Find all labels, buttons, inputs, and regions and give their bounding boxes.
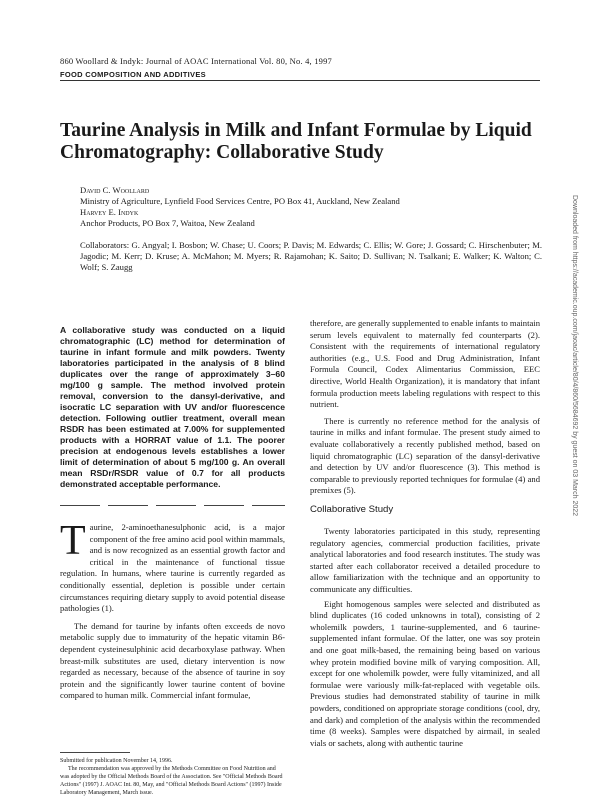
footnote-text: The recommendation was approved by the Methods Committee on Food Nutrition and was adopted by the Official Methods Board of the Association. See "Official Methods Board Actions" (1997) J. AOAC Int. 80, May, and "Official Methods Board Actions" (1997) Inside Laboratory Management, March issue.: [60, 766, 283, 796]
section-label: FOOD COMPOSITION AND ADDITIVES: [60, 70, 206, 79]
body-paragraph-1: therefore, are generally supplemented to enable infants to maintain serum levels equivalent to maternally fed counterparts (2). Consistent with the requirements of international regulatory authorities (e.g., U.S. Food and Drug Administration, Infant Formula Council, Codex Alimentarius Commission, EEC directive, World Health Organization), it is mandatory that infant formula production meets labeling regulations with respect to this nutrient.: [310, 318, 540, 410]
right-column-bottom: [310, 526, 540, 749]
intro-column: [60, 518, 285, 702]
running-head: 860 Woollard & Indyk: Journal of AOAC International Vol. 80, No. 4, 1997: [60, 56, 333, 66]
footnote-rule: [60, 752, 130, 753]
author-affiliation: Anchor Products, PO Box 7, Waitoa, New Zealand: [80, 218, 255, 228]
body-paragraph-4: Eight homogenous samples were selected and distributed as blind duplicates (16 coded unknowns in total), consisting of 2 wholemilk powders, 1 taurine-supplemented, and 6 taurine-supplemented infant formulae. Of the latter, one was soy protein and one goat milk-based, the remaining being based on various whey protein modified bovine milk of varying composition. All, except for one wholemilk powder, were fully vitaminized, and all formulae were variously milk-fat-replaced with vegetable oils. Previous studies had demonstrated stability of taurine in milk powders, conditioned on appropriate storage conditions (cool, dry, and dark) and completion of the analysis within the recommended time (8 weeks). Samples were dispatched by airmail, in sealed vials or sachets, along with authentic taurine: [310, 598, 540, 748]
author-name: Harvey E. Indyk: [80, 207, 139, 217]
right-column-top: [310, 318, 540, 497]
download-watermark-text: Downloaded from https://academic.oup.com/jaoac/article/80/4/860/5684692 by guest on 03 March 2022: [571, 195, 578, 517]
intro-paragraph-2: The demand for taurine by infants often exceeds de novo metabolic supply due to immaturity of the hepatic vitamin B6-dependent cysteinesulphinic acid decarboxylase pathway. When breast-milk substitutes are used, dietary intervention is now regarded as necessary, because of the absence of taurine in soy protein and the significantly lower taurine content of bovine compared to human milk. Commercial infant formulae,: [60, 620, 285, 701]
download-watermark: [572, 195, 584, 745]
abstract: A collaborative study was conducted on a liquid chromatographic (LC) method for determination of taurine in infant formule and milk powders. Twenty laboratories participated in the analysis of 8 blind duplicates over the range of approximately 3–60 mg/100 g sample. The method involved protein removal, conversion to the dansyl-derivative, and isocratic LC separation with UV and/or fluorescence detection. Following outlier treatment, overall mean RSDR has been estimated at 7.00% for supplemented products with a HORRAT value of 1.1. The poorer precision at endogenous levels establishes a lower limit of determination of about 5 mg/100 g. An overall mean RSDr/RSDR value of 0.7 for all products demonstrated acceptable performance.: [60, 325, 285, 489]
article-title: Taurine Analysis in Milk and Infant Formulae by Liquid Chromatography: Collaborative Study: [60, 120, 532, 163]
author-affiliation: Ministry of Agriculture, Lynfield Food Services Centre, PO Box 41, Auckland, New Zealand: [80, 196, 400, 206]
intro-paragraph-1: aurine, 2-aminoethanesulphonic acid, is a major component of the free amino acid pool within mammals, and is now recognized as an essential growth factor and critical in the maintenance of functional tissue regulation. In humans, where taurine is currently regarded as conditionally essential, depletion is possible under certain circumstances requiring dietary supply to avoid potential disease pathologies (1).: [60, 522, 285, 614]
author-name: David C. Woollard: [80, 185, 150, 195]
body-paragraph-3: Twenty laboratories participated in this study, representing regulatory agencies, commercial production facilities, private analytical laboratories and food research institutes. The study was started after each collaborator received a detailed procedure to allow familiarization with the technique and an opportunity to communicate any difficulties.: [310, 526, 540, 594]
collaborative-study-heading: Collaborative Study: [310, 504, 394, 515]
drop-cap: T: [60, 518, 86, 564]
author-block: [80, 185, 540, 229]
body-paragraph-2: There is currently no reference method for the analysis of taurine in milks and infant formulae. The present study aimed to evaluate collaboratively a recently published method, based on liquid chromatographic (LC) separation of the dansyl-derivative and detection by UV and/or fluorescence (3). This method is comparable to previously reported techniques for formulae (4) and premixes (5).: [310, 415, 540, 496]
header-rule: [60, 80, 540, 81]
footnote-received: Submitted for publication November 14, 1996.: [60, 758, 173, 764]
footnote: [60, 757, 285, 797]
abstract-separator: [60, 505, 285, 506]
collaborators: Collaborators: G. Angyal; I. Bosbon; W. Chase; U. Coors; P. Davis; M. Edwards; C. Ellis; W. Gore; J. Gossard; C. Hirschenbuter; M. Jagodic; M. Kerr; D. Kruse; A. McMahon; M. Myers; R. Rajamohan; K. Saito; D. Sullivan; N. Tsalkani; E. Walker; K. Walton; C. Wolf; S. Zaugg: [80, 240, 542, 272]
